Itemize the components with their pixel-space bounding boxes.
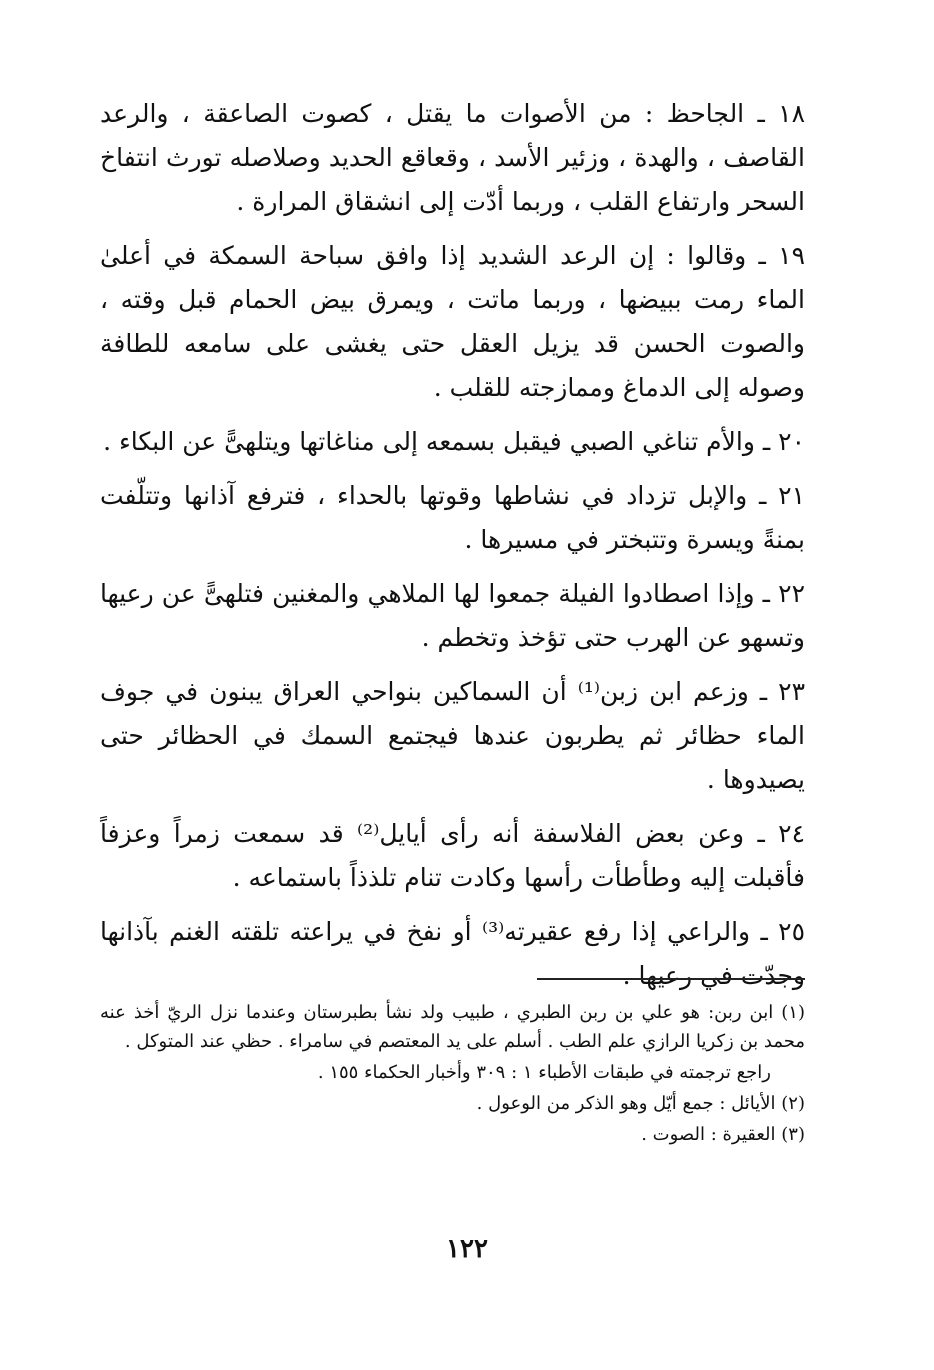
- paragraph-20: ٢٠ ـ والأم تناغي الصبي فيقبل بسمعه إلى مناغاتها ويتلهىًّ عن البكاء .: [103, 427, 805, 456]
- paragraph-21: ٢١ ـ والإبل تزداد في نشاطها وقوتها بالحداء ، فترفع آذانها وتتلّفت بمنةً ويسرة وتتبختر في مسيرها .: [100, 481, 805, 554]
- paragraph-25: ٢٥ ـ والراعي إذا رفع عقيرته⁽³⁾ أو نفخ في يراعته تلقته الغنم بآذانها وجدّت في رعيها .: [100, 917, 805, 990]
- footnotes-block: [100, 998, 805, 1151]
- paragraph-22: ٢٢ ـ وإذا اصطادوا الفيلة جمعوا لها الملاهي والمغنين فتلهىًّ عن رعيها وتسهو عن الهرب حتى تؤخذ وتخطم .: [100, 579, 805, 652]
- footnote-divider: [537, 978, 805, 980]
- footnote-3: (٣) العقيرة : الصوت .: [641, 1124, 805, 1145]
- paragraph-19: ١٩ ـ وقالوا : إن الرعد الشديد إذا وافق سباحة السمكة في أعلىٰ الماء رمت ببيضها ، وربما ماتت ، ويمرق بيض الحمام قبل وقته ، والصوت الحسن قد يزيل العقل حتى يغشى على سامعه للطافة وصوله إلى الدماغ وممازجته للقلب .: [100, 241, 805, 402]
- page-number: ١٢٢: [446, 1234, 488, 1264]
- paragraph-24: ٢٤ ـ وعن بعض الفلاسفة أنه رأى أيايل⁽²⁾ قد سمعت زمراً وعزفاً فأقبلت إليه وطأطأت رأسها وكادت تنام تلذذاً باستماعه .: [100, 819, 805, 892]
- paragraph-18: ١٨ ـ الجاحظ : من الأصوات ما يقتل ، كصوت الصاعقة ، والرعد القاصف ، والهدة ، وزئير الأسد ، وقعاقع الحديد وصلاصله تورث انتفاخ السحر وارتفاع القلب ، وربما أدّت إلى انشقاق المرارة .: [100, 99, 805, 216]
- footnote-1-reference: راجع ترجمته في طبقات الأطباء ١ : ٣٠٩ وأخبار الحكماء ١٥٥ .: [317, 1062, 771, 1083]
- main-text-block: [100, 92, 805, 1008]
- paragraph-23: ٢٣ ـ وزعم ابن زبن⁽¹⁾ أن السماكين بنواحي العراق يبنون في جوف الماء حظائر ثم يطربون عندها فيجتمع السمك في الحظائر حتى يصيدوها .: [100, 677, 805, 794]
- footnote-2: (٢) الأيائل : جمع أيّل وهو الذكر من الوعول .: [476, 1093, 805, 1114]
- footnote-1: (١) ابن ربن: هو علي بن ربن الطبري ، طبيب ولد نشأ بطبرستان وعندما نزل الريّ أخذ عنه محمد بن زكريا الرازي علم الطب . أسلم على يد المعتصم في سامراء . حظي عند المتوكل .: [100, 1002, 805, 1052]
